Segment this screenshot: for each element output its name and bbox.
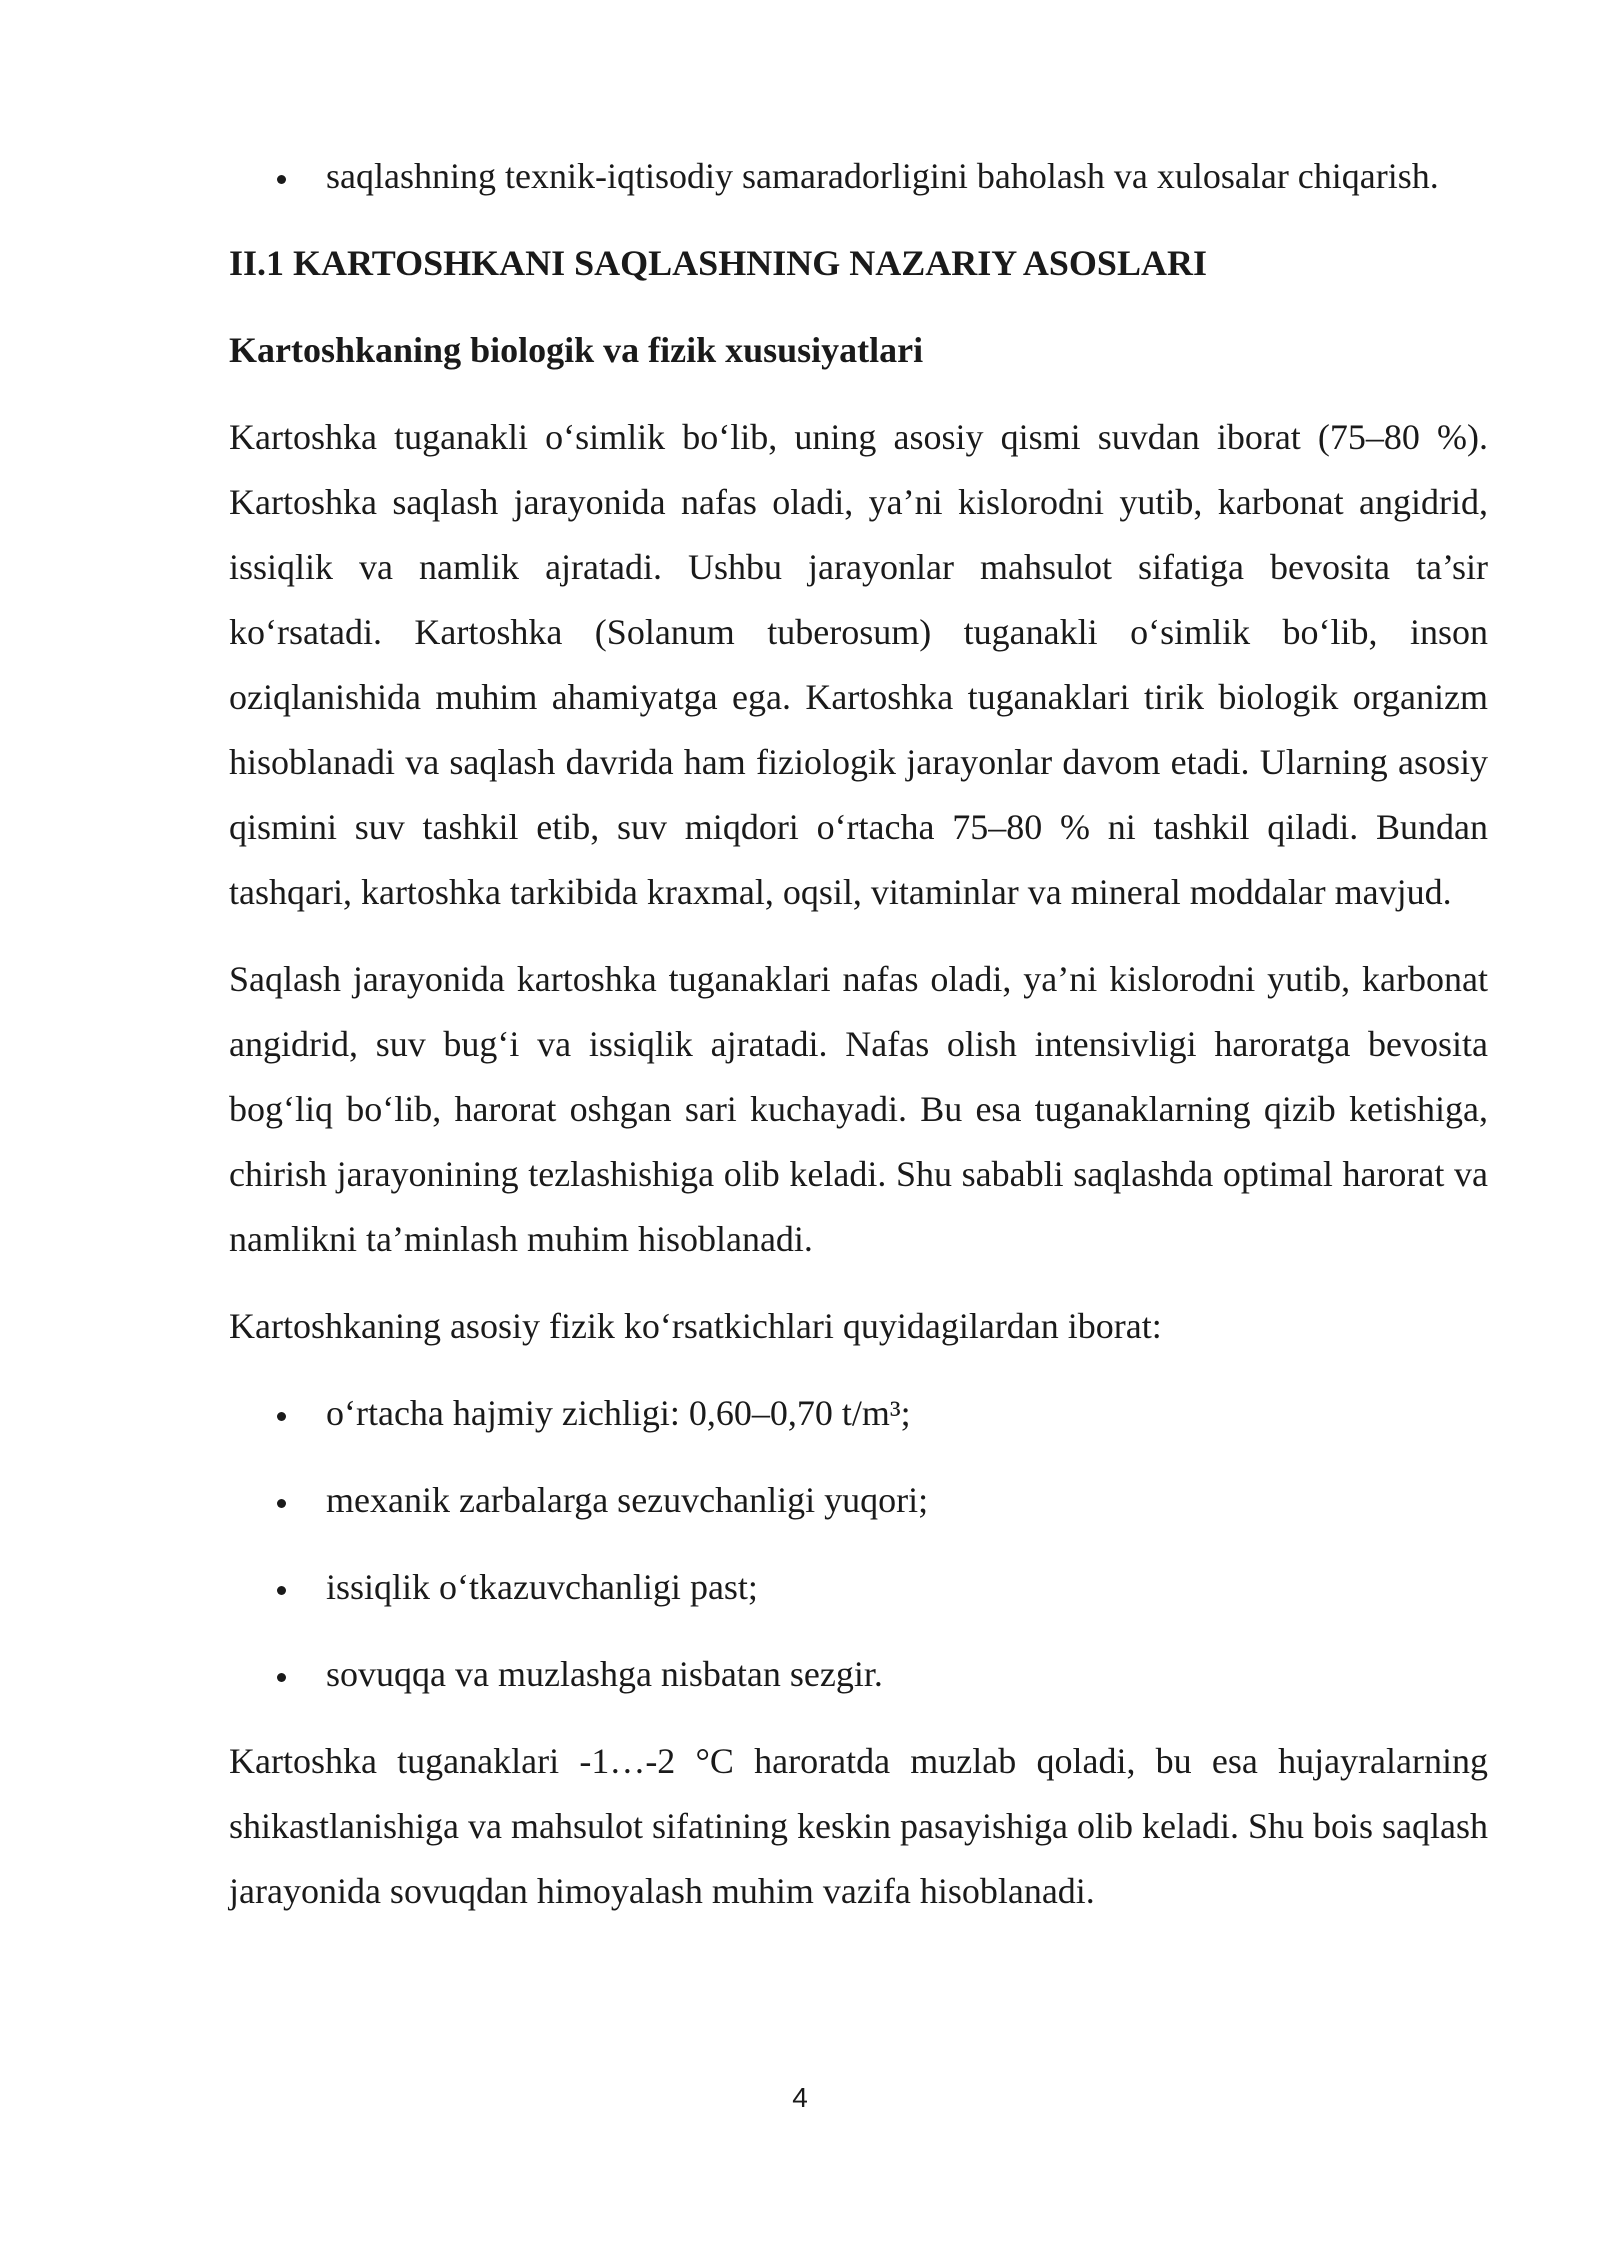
page-number: 4 bbox=[792, 2082, 808, 2113]
list-item bbox=[229, 1555, 1488, 1620]
bullet-icon bbox=[277, 1468, 287, 1533]
paragraph: Kartoshka tuganakli o‘simlik bo‘lib, uning asosiy qismi suvdan iborat (75–80 %). Kartoshka saqlash jarayonida nafas oladi, ya’ni kislorodni yutib, karbonat angidrid, issiqlik va namlik ajratadi. Ushbu jarayonlar mahsulot sifatiga bevosita ta’sir ko‘rsatadi. Kartoshka (Solanum tuberosum) tuganakli o‘simlik bo‘lib, inson oziqlanishida muhim ahamiyatga ega. Kartoshka tuganaklari tirik biologik organizm hisoblanadi va saqlash davrida ham fiziologik jarayonlar davom etadi. Ularning asosiy qismini suv tashkil etib, suv miqdori o‘rtacha 75–80 % ni tashkil qiladi. Bundan tashqari, kartoshka tarkibida kraxmal, oqsil, vitaminlar va mineral moddalar mavjud. bbox=[229, 417, 1488, 912]
paragraph: Kartoshka tuganaklari -1…-2 °C haroratda muzlab qoladi, bu esa hujayralarning shikastlanishiga va mahsulot sifatining keskin pasayishiga olib keladi. Shu bois saqlash jarayonida sovuqdan himoyalash muhim vazifa hisoblanadi. bbox=[229, 1741, 1488, 1911]
bullet-icon bbox=[277, 1381, 287, 1446]
bullet-icon bbox=[277, 1555, 287, 1620]
list-item bbox=[229, 1642, 1488, 1707]
bullet-icon bbox=[277, 1642, 287, 1707]
page-content bbox=[229, 144, 1488, 1924]
paragraph: Kartoshkaning asosiy fizik ko‘rsatkichlari quyidagilardan iborat: bbox=[229, 1306, 1162, 1346]
bullet-icon bbox=[277, 144, 287, 209]
intro-bullet-list bbox=[229, 144, 1488, 209]
list-item bbox=[229, 1381, 1488, 1446]
list-item-text: saqlashning texnik-iqtisodiy samaradorligini baholash va xulosalar chiqarish. bbox=[326, 156, 1439, 196]
section-heading: II.1 KARTOSHKANI SAQLASHNING NAZARIY ASOSLARI bbox=[229, 243, 1207, 283]
list-item bbox=[229, 144, 1488, 209]
list-item-text: mexanik zarbalarga sezuvchanligi yuqori; bbox=[326, 1480, 929, 1520]
list-item bbox=[229, 1468, 1488, 1533]
properties-bullet-list bbox=[229, 1381, 1488, 1707]
list-item-text: sovuqqa va muzlashga nisbatan sezgir. bbox=[326, 1654, 883, 1694]
list-item-text: issiqlik o‘tkazuvchanligi past; bbox=[326, 1567, 758, 1607]
paragraph: Saqlash jarayonida kartoshka tuganaklari nafas oladi, ya’ni kislorodni yutib, karbonat angidrid, suv bug‘i va issiqlik ajratadi. Nafas olish intensivligi haroratga bevosita bog‘liq bo‘lib, harorat oshgan sari kuchayadi. Bu esa tuganaklarning qizib ketishiga, chirish jarayonining tezlashishiga olib keladi. Shu sababli saqlashda optimal harorat va namlikni ta’minlash muhim hisoblanadi. bbox=[229, 959, 1488, 1259]
list-item-text: o‘rtacha hajmiy zichligi: 0,60–0,70 t/m³; bbox=[326, 1393, 911, 1433]
subsection-heading: Kartoshkaning biologik va fizik xususiyatlari bbox=[229, 330, 924, 370]
